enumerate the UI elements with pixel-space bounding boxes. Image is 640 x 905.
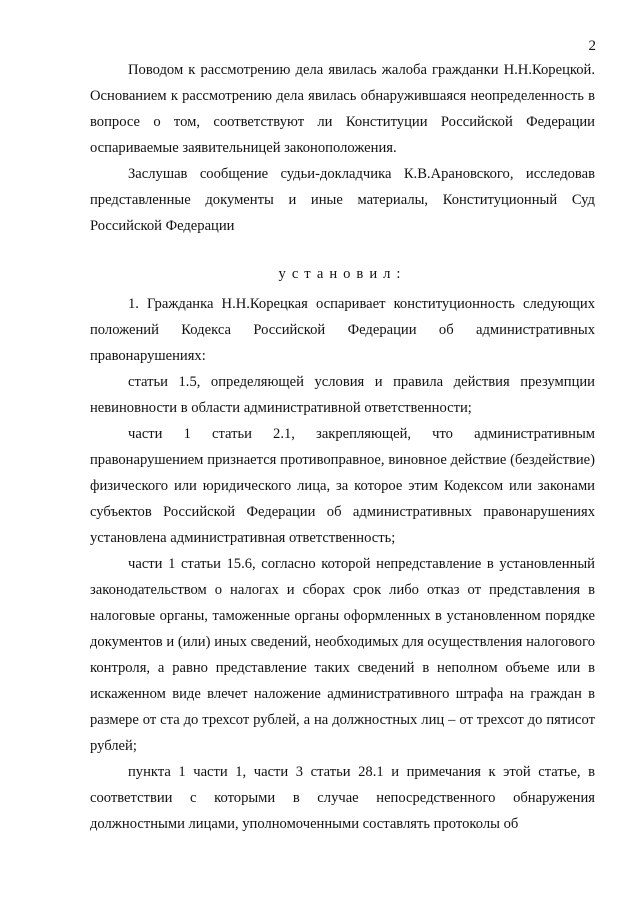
paragraph-article-1-5: статьи 1.5, определяющей условия и правила действия презумпции невиновности в области административной ответственности; [90, 374, 595, 416]
page-number: 2 [588, 38, 596, 54]
document-body [90, 57, 595, 837]
paragraph-grounds: Поводом к рассмотрению дела явилась жалоба гражданки Н.Н.Корецкой. Основанием к рассмотрению дела явилась обнаружившаяся неопределенность в вопросе о том, соответствуют ли Конституции Российской Федерации оспариваемые заявительницей законоположения. [90, 62, 595, 156]
paragraph-complaint: 1. Гражданка Н.Н.Корецкая оспаривает конституционность следующих положений Кодекса Российской Федерации об административных правонарушениях: [90, 296, 595, 364]
paragraph-hearing: Заслушав сообщение судьи-докладчика К.В.Арановского, исследовав представленные документы и иные материалы, Конституционный Суд Российской Федерации [90, 166, 595, 234]
paragraph-article-2-1: части 1 статьи 2.1, закрепляющей, что административным правонарушением признается противоправное, виновное действие (бездействие) физического или юридического лица, за которое этим Кодексом или законами субъектов Российской Федерации об административных правонарушениях установлена административная ответственность; [90, 426, 595, 546]
paragraph-article-15-6: части 1 статьи 15.6, согласно которой непредставление в установленный законодательством о налогах и сборах срок либо отказ от представления в налоговые органы, таможенные органы оформленных в установленном порядке документов и (или) иных сведений, необходимых для осуществления налогового контроля, а равно представление таких сведений в неполном объеме или в искаженном виде влечет наложение административного штрафа на граждан в размере от ста до трехсот рублей, а на должностных лиц – от трехсот до пятисот рублей; [90, 556, 595, 754]
paragraph-article-28-1: пункта 1 части 1, части 3 статьи 28.1 и примечания к этой статье, в соответствии с которыми в случае непосредственного обнаружения должностными лицами, уполномоченными составлять протоколы об [90, 764, 595, 832]
section-heading: установил: [278, 266, 407, 282]
